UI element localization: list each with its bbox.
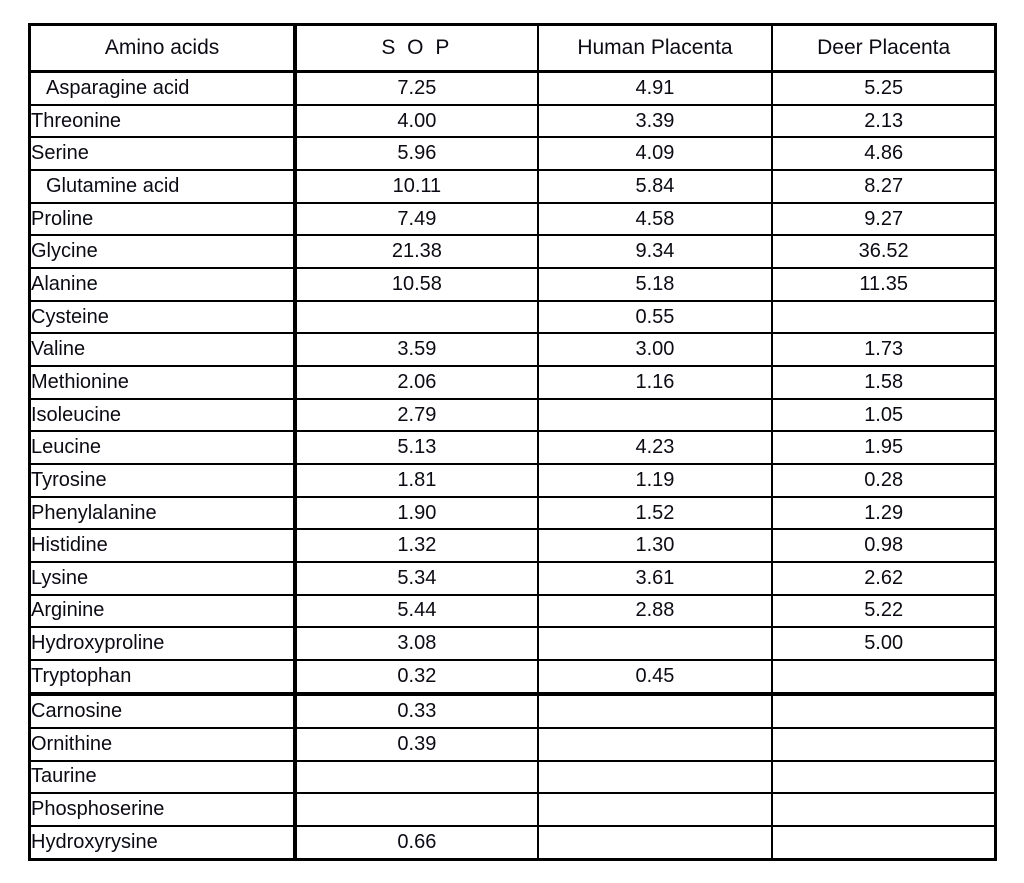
- deer-placenta-value-cell: 9.27: [772, 203, 995, 236]
- deer-placenta-value-cell: 5.00: [772, 627, 995, 660]
- sop-value-cell: 2.79: [295, 399, 537, 432]
- amino-acid-name-cell: Histidine: [30, 529, 296, 562]
- deer-placenta-value-cell: 1.58: [772, 366, 995, 399]
- deer-placenta-value-cell: 0.98: [772, 529, 995, 562]
- deer-placenta-value-cell: 11.35: [772, 268, 995, 301]
- table-row: [30, 170, 996, 203]
- sop-value-cell: [295, 761, 537, 794]
- deer-placenta-value-cell: 2.62: [772, 562, 995, 595]
- sop-value-cell: 1.81: [295, 464, 537, 497]
- amino-acid-name-cell: Methionine: [30, 366, 296, 399]
- amino-acid-name-cell: Phenylalanine: [30, 497, 296, 530]
- amino-acid-name-cell: Carnosine: [30, 695, 296, 728]
- table-row: [30, 203, 996, 236]
- deer-placenta-value-cell: [772, 826, 995, 860]
- amino-acid-name-cell: Asparagine acid: [30, 72, 296, 105]
- table-row: [30, 660, 996, 693]
- amino-acid-name-cell: Valine: [30, 333, 296, 366]
- sop-value-cell: 1.90: [295, 497, 537, 530]
- table-body: [30, 72, 996, 860]
- table-row: [30, 529, 996, 562]
- table-row: [30, 595, 996, 628]
- sop-value-cell: 7.49: [295, 203, 537, 236]
- amino-acid-name-cell: Leucine: [30, 431, 296, 464]
- sop-value-cell: 0.66: [295, 826, 537, 860]
- sop-value-cell: 3.59: [295, 333, 537, 366]
- col-header-human-placenta: Human Placenta: [538, 25, 773, 72]
- table-row: [30, 761, 996, 794]
- amino-acid-name-cell: Threonine: [30, 105, 296, 138]
- amino-acids-table: [28, 23, 997, 861]
- table-row: [30, 137, 996, 170]
- table-row: [30, 235, 996, 268]
- human-placenta-value-cell: 4.23: [538, 431, 773, 464]
- deer-placenta-value-cell: [772, 301, 995, 334]
- human-placenta-value-cell: 0.45: [538, 660, 773, 693]
- table-row: [30, 464, 996, 497]
- human-placenta-value-cell: [538, 695, 773, 728]
- amino-acid-name-cell: Tryptophan: [30, 660, 296, 693]
- sop-value-cell: 21.38: [295, 235, 537, 268]
- human-placenta-value-cell: 4.58: [538, 203, 773, 236]
- deer-placenta-value-cell: 1.95: [772, 431, 995, 464]
- human-placenta-value-cell: 3.00: [538, 333, 773, 366]
- amino-acid-name-cell: Tyrosine: [30, 464, 296, 497]
- amino-acid-name-cell: Lysine: [30, 562, 296, 595]
- sop-value-cell: 5.96: [295, 137, 537, 170]
- table-row: [30, 695, 996, 728]
- amino-acid-name-cell: Alanine: [30, 268, 296, 301]
- sop-value-cell: 1.32: [295, 529, 537, 562]
- human-placenta-value-cell: 1.16: [538, 366, 773, 399]
- human-placenta-value-cell: [538, 728, 773, 761]
- table-row: [30, 268, 996, 301]
- sop-value-cell: 10.11: [295, 170, 537, 203]
- human-placenta-value-cell: [538, 399, 773, 432]
- deer-placenta-value-cell: 5.22: [772, 595, 995, 628]
- human-placenta-value-cell: 5.18: [538, 268, 773, 301]
- human-placenta-value-cell: 3.39: [538, 105, 773, 138]
- amino-acid-name-cell: Arginine: [30, 595, 296, 628]
- deer-placenta-value-cell: [772, 660, 995, 693]
- sop-value-cell: 5.13: [295, 431, 537, 464]
- amino-acid-name-cell: Isoleucine: [30, 399, 296, 432]
- amino-acid-name-cell: Proline: [30, 203, 296, 236]
- deer-placenta-value-cell: 36.52: [772, 235, 995, 268]
- sop-value-cell: 10.58: [295, 268, 537, 301]
- human-placenta-value-cell: [538, 761, 773, 794]
- amino-acid-name-cell: Glycine: [30, 235, 296, 268]
- table-row: [30, 728, 996, 761]
- deer-placenta-value-cell: 1.29: [772, 497, 995, 530]
- col-header-deer-placenta: Deer Placenta: [772, 25, 995, 72]
- amino-acid-name-cell: Taurine: [30, 761, 296, 794]
- human-placenta-value-cell: [538, 826, 773, 860]
- sop-value-cell: 7.25: [295, 72, 537, 105]
- deer-placenta-value-cell: [772, 695, 995, 728]
- human-placenta-value-cell: [538, 627, 773, 660]
- amino-acid-name-cell: Ornithine: [30, 728, 296, 761]
- deer-placenta-value-cell: 1.73: [772, 333, 995, 366]
- human-placenta-value-cell: 0.55: [538, 301, 773, 334]
- amino-acid-name-cell: Glutamine acid: [30, 170, 296, 203]
- sop-value-cell: 0.32: [295, 660, 537, 693]
- sop-value-cell: 3.08: [295, 627, 537, 660]
- human-placenta-value-cell: 2.88: [538, 595, 773, 628]
- amino-acid-name-cell: Cysteine: [30, 301, 296, 334]
- sop-value-cell: 0.33: [295, 695, 537, 728]
- table-row: [30, 431, 996, 464]
- col-header-amino-acids: Amino acids: [30, 25, 296, 72]
- deer-placenta-value-cell: [772, 761, 995, 794]
- table-row: [30, 366, 996, 399]
- amino-acid-name-cell: Hydroxyrysine: [30, 826, 296, 860]
- table-row: [30, 72, 996, 105]
- sop-value-cell: 4.00: [295, 105, 537, 138]
- amino-acid-name-cell: Hydroxyproline: [30, 627, 296, 660]
- human-placenta-value-cell: 9.34: [538, 235, 773, 268]
- table-row: [30, 301, 996, 334]
- table-row: [30, 793, 996, 826]
- human-placenta-value-cell: [538, 793, 773, 826]
- human-placenta-value-cell: 4.91: [538, 72, 773, 105]
- header-row: [30, 25, 996, 72]
- human-placenta-value-cell: 1.30: [538, 529, 773, 562]
- sop-value-cell: 0.39: [295, 728, 537, 761]
- sop-value-cell: 5.44: [295, 595, 537, 628]
- table-row: [30, 333, 996, 366]
- deer-placenta-value-cell: [772, 793, 995, 826]
- sop-value-cell: [295, 793, 537, 826]
- human-placenta-value-cell: 1.52: [538, 497, 773, 530]
- sop-value-cell: 2.06: [295, 366, 537, 399]
- table-row: [30, 497, 996, 530]
- sop-value-cell: 5.34: [295, 562, 537, 595]
- table-row: [30, 105, 996, 138]
- col-header-sop: S O P: [295, 25, 537, 72]
- deer-placenta-value-cell: 2.13: [772, 105, 995, 138]
- table-row: [30, 627, 996, 660]
- deer-placenta-value-cell: 4.86: [772, 137, 995, 170]
- human-placenta-value-cell: 1.19: [538, 464, 773, 497]
- human-placenta-value-cell: 3.61: [538, 562, 773, 595]
- deer-placenta-value-cell: 0.28: [772, 464, 995, 497]
- amino-acid-name-cell: Serine: [30, 137, 296, 170]
- table-row: [30, 826, 996, 860]
- sop-value-cell: [295, 301, 537, 334]
- human-placenta-value-cell: 4.09: [538, 137, 773, 170]
- deer-placenta-value-cell: 8.27: [772, 170, 995, 203]
- deer-placenta-value-cell: 5.25: [772, 72, 995, 105]
- deer-placenta-value-cell: 1.05: [772, 399, 995, 432]
- table-row: [30, 562, 996, 595]
- table-row: [30, 399, 996, 432]
- human-placenta-value-cell: 5.84: [538, 170, 773, 203]
- deer-placenta-value-cell: [772, 728, 995, 761]
- amino-acid-name-cell: Phosphoserine: [30, 793, 296, 826]
